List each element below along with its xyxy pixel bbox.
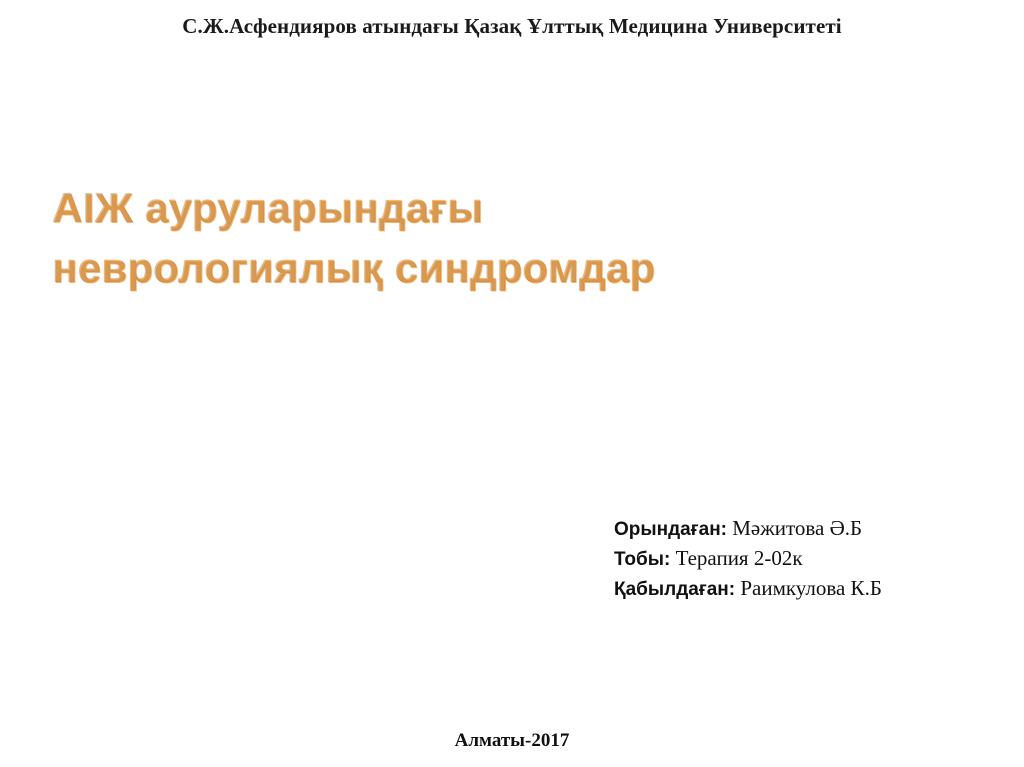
slide-title [52, 178, 912, 298]
credit-value-reviewer: Раимкулова К.Б [740, 576, 882, 600]
credit-row-reviewer [614, 574, 1014, 604]
slide-title-line-2: неврологиялық синдромдар [52, 238, 912, 298]
credit-value-author: Мәжитова Ә.Б [732, 516, 863, 540]
credit-label-reviewer: Қабылдаған: [614, 579, 736, 600]
credit-value-group: Терапия 2-02к [675, 546, 803, 570]
credit-label-author: Орындаған: [614, 519, 727, 540]
slide-title-line-1: АІЖ ауруларындағы [52, 178, 912, 238]
credits-block [614, 514, 1014, 604]
credit-row-group [614, 544, 1014, 574]
credit-label-group: Тобы: [614, 549, 671, 570]
university-name: С.Ж.Асфендияров атындағы Қазақ Ұлттық Медицина Университеті [182, 14, 842, 38]
slide-footer-city-year: Алматы-2017 [454, 730, 570, 751]
credit-row-author [614, 514, 1014, 544]
